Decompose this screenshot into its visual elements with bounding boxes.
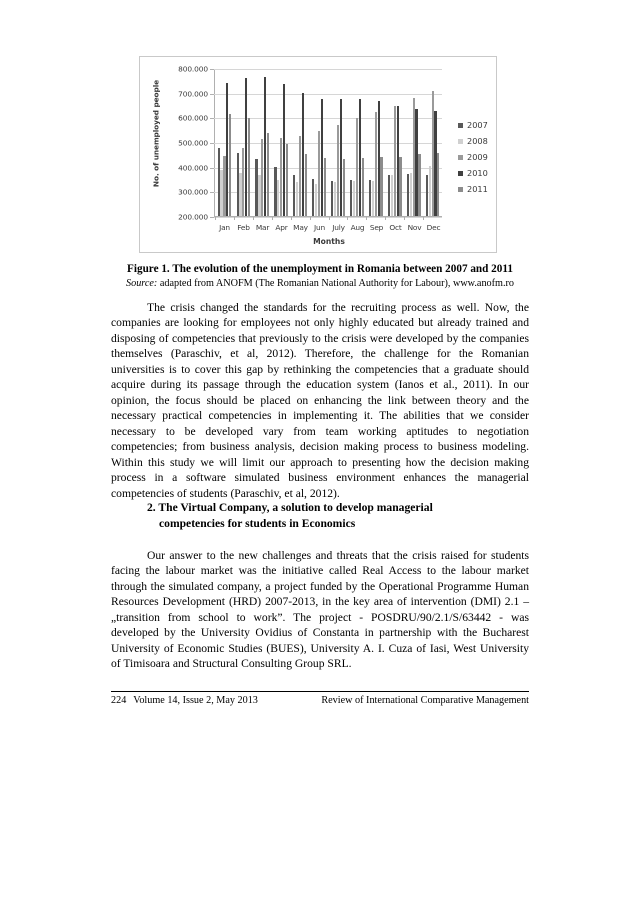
chart-bar	[418, 154, 420, 216]
chart-legend-swatch	[458, 171, 463, 176]
chart-legend-swatch	[458, 139, 463, 144]
chart-bar	[296, 182, 298, 216]
footer-page-number: 224	[111, 695, 127, 706]
chart-bar-group	[366, 69, 385, 216]
chart-bar	[229, 114, 231, 216]
footer-journal-name: Review of International Comparative Management	[321, 695, 529, 706]
chart-y-axis-title: No. of unemployed people	[151, 79, 161, 188]
chart-bar	[343, 159, 345, 216]
chart-legend-swatch	[458, 155, 463, 160]
chart-x-tick-label: Oct	[389, 223, 402, 232]
chart-bar	[299, 136, 301, 216]
chart-bar-group	[253, 69, 272, 216]
chart-bar-group	[404, 69, 423, 216]
body-paragraph-1-block	[111, 300, 529, 501]
chart-bar	[378, 101, 380, 216]
chart-y-tick-label: 400.000	[178, 163, 208, 173]
chart-bar	[242, 148, 244, 216]
chart-x-tick-label: July	[332, 223, 345, 232]
figure-caption	[111, 262, 529, 290]
chart-bar	[302, 93, 304, 216]
chart-x-tick	[404, 216, 405, 220]
body-paragraph-2: Our answer to the new challenges and threats that the crisis raised for students facing the labour market was the initiative called Real Access to the labour market through the simulated company, a project funded by the Operational Programme Human Resources Development (HRD) 2007-2013, in the key area of intervention (DMI) 2.1 – „transition from school to work”. The project - POSDRU/90/2.1/S/63442 - was developed by the University Ovidius of Constanta in partnership with the Bucharest University of Economic Studies (BUES), University A. I. Cuza of Iasi, West University of Timisoara and Structural Consulting Group SRL.	[111, 549, 529, 671]
chart-y-tick	[210, 217, 214, 218]
chart-bar-group	[385, 69, 404, 216]
chart-legend-label: 2007	[467, 120, 488, 130]
chart-x-tick-label: Sep	[369, 223, 384, 232]
chart-bar	[353, 181, 355, 216]
chart-bar	[380, 157, 382, 216]
chart-bar-group	[310, 69, 329, 216]
chart-bar-group	[347, 69, 366, 216]
figure-chart-container	[139, 56, 497, 253]
chart-bar	[362, 158, 364, 216]
chart-bar-group	[215, 69, 234, 216]
chart-bar	[359, 99, 361, 216]
chart-bar	[337, 125, 339, 217]
chart-x-tick-label: Nov	[407, 223, 422, 232]
footer-divider	[111, 691, 529, 692]
chart-bar	[286, 144, 288, 216]
chart	[140, 57, 496, 252]
chart-x-axis-title: Months	[313, 237, 345, 246]
section-heading-line-2: competencies for students in Economics	[159, 516, 356, 530]
chart-bar	[223, 156, 225, 216]
chart-x-tick	[310, 216, 311, 220]
chart-bar	[315, 184, 317, 216]
chart-bar	[305, 154, 307, 216]
chart-bar	[426, 175, 428, 216]
chart-bar	[218, 148, 220, 216]
chart-legend-item	[458, 133, 488, 149]
chart-bar	[413, 98, 415, 216]
chart-bar	[255, 159, 257, 216]
chart-x-tick	[423, 216, 424, 220]
chart-y-tick	[210, 69, 214, 70]
figure-caption-title: Figure 1. The evolution of the unemployment in Romania between 2007 and 2011	[127, 263, 513, 275]
chart-y-tick-label: 600.000	[178, 113, 208, 123]
chart-x-tick	[272, 216, 273, 220]
chart-bar	[437, 153, 439, 216]
chart-bar	[340, 99, 342, 216]
chart-bar	[312, 179, 314, 216]
chart-bar	[283, 84, 285, 216]
chart-y-tick	[210, 192, 214, 193]
chart-x-tick-label: Mar	[255, 223, 270, 232]
chart-x-tick-label: Feb	[237, 223, 250, 232]
chart-bar	[331, 181, 333, 216]
chart-bar	[432, 91, 434, 216]
footer-volume-info: Volume 14, Issue 2, May 2013	[133, 695, 258, 706]
chart-legend-item	[458, 181, 488, 197]
chart-legend-item	[458, 165, 488, 181]
chart-y-tick-label: 200.000	[178, 212, 208, 222]
chart-x-tick-label: May	[293, 223, 308, 232]
body-paragraph-1: The crisis changed the standards for the recruiting process as well. Now, the companies are looking for employees not only highly educated but already trained and disposing of competencies that previously to the crisis were developed by the companies themselves (Paraschiv, et al, 2012). Therefore, the challenge for the Romanian universities is to cover this gap by rethinking the competencies that a graduate should acquire during its passage through the education system (Ianos et al., 2011). In our opinion, the focus should be placed on enhancing the link between theory and the necessary practical competencies in implementing it. The abilities that we consider necessary to be developed vary from team working aptitudes to negotiation competencies; from business analysis, decision making process to business modeling. Within this study we will limit our approach to presenting how the decision making process in a software simulated business environment enhances the managerial competencies of students (Paraschiv, et al, 2012).	[111, 301, 529, 500]
chart-bar	[258, 175, 260, 216]
chart-y-tick	[210, 94, 214, 95]
figure-source-text: adapted from ANOFM (The Romanian National Authority for Labour), www.anofm.ro	[159, 278, 514, 289]
chart-legend-label: 2009	[467, 152, 488, 162]
chart-y-tick-label: 800.000	[178, 64, 208, 74]
chart-x-tick	[234, 216, 235, 220]
chart-bar	[407, 174, 409, 216]
chart-bar-group	[272, 69, 291, 216]
chart-bar	[399, 157, 401, 216]
page-footer	[111, 695, 529, 706]
chart-bar	[410, 173, 412, 216]
chart-bar-group	[291, 69, 310, 216]
section-heading-line-1: 2. The Virtual Company, a solution to develop managerial	[147, 501, 433, 514]
chart-bar	[261, 139, 263, 216]
chart-x-tick-label: Dec	[426, 223, 441, 232]
chart-bar	[277, 180, 279, 217]
chart-y-tick-label: 700.000	[178, 89, 208, 99]
chart-bar	[375, 112, 377, 216]
section-heading-2	[111, 500, 529, 532]
chart-x-tick	[215, 216, 216, 220]
chart-x-tick-label: Aug	[350, 223, 365, 232]
figure-source-label: Source:	[126, 278, 158, 289]
chart-legend-item	[458, 149, 488, 165]
chart-legend-item	[458, 117, 488, 133]
chart-bar	[369, 180, 371, 216]
chart-bar	[248, 118, 250, 216]
chart-bar	[220, 170, 222, 216]
chart-legend-label: 2011	[467, 184, 488, 194]
chart-bar	[267, 133, 269, 216]
chart-legend-swatch	[458, 123, 463, 128]
chart-x-tick	[385, 216, 386, 220]
chart-bar	[280, 138, 282, 216]
chart-x-tick-label: Jun	[314, 223, 325, 232]
chart-bar-group	[234, 69, 253, 216]
chart-bar	[324, 158, 326, 216]
chart-y-tick	[210, 168, 214, 169]
chart-x-tick	[291, 216, 292, 220]
chart-bar	[394, 106, 396, 216]
chart-plot-area	[178, 64, 442, 222]
chart-bar-group	[423, 69, 442, 216]
chart-bar	[245, 78, 247, 216]
chart-bars	[215, 69, 442, 216]
chart-x-tick-label: Apr	[275, 223, 288, 232]
chart-x-tick	[253, 216, 254, 220]
chart-bar	[293, 175, 295, 216]
chart-bar	[391, 175, 393, 216]
chart-bar	[274, 167, 276, 216]
chart-bar	[226, 83, 228, 216]
figure-caption-source	[111, 277, 529, 290]
footer-left-group	[111, 695, 258, 706]
chart-legend-label: 2008	[467, 136, 488, 146]
chart-bar	[372, 181, 374, 216]
chart-bar	[350, 180, 352, 217]
chart-x-tick	[347, 216, 348, 220]
body-paragraph-2-block	[111, 548, 529, 672]
chart-bar	[237, 153, 239, 216]
chart-legend	[458, 117, 488, 197]
chart-bar	[334, 182, 336, 216]
chart-bar	[429, 166, 431, 216]
chart-bar	[321, 99, 323, 216]
chart-bar	[264, 77, 266, 216]
chart-bar-group	[329, 69, 348, 216]
chart-y-tick-label: 300.000	[178, 187, 208, 197]
chart-legend-label: 2010	[467, 168, 488, 178]
chart-bar	[239, 173, 241, 216]
chart-y-tick	[210, 118, 214, 119]
chart-x-tick-label: Jan	[219, 223, 230, 232]
chart-bar	[397, 106, 399, 216]
chart-x-tick	[366, 216, 367, 220]
chart-bar	[434, 111, 436, 216]
chart-bar	[356, 118, 358, 216]
chart-legend-swatch	[458, 187, 463, 192]
chart-bar	[318, 131, 320, 216]
chart-y-tick-label: 500.000	[178, 138, 208, 148]
chart-x-tick-labels	[215, 223, 443, 232]
chart-bar	[415, 109, 417, 216]
chart-bar	[388, 175, 390, 216]
chart-x-tick	[329, 216, 330, 220]
chart-y-tick	[210, 143, 214, 144]
